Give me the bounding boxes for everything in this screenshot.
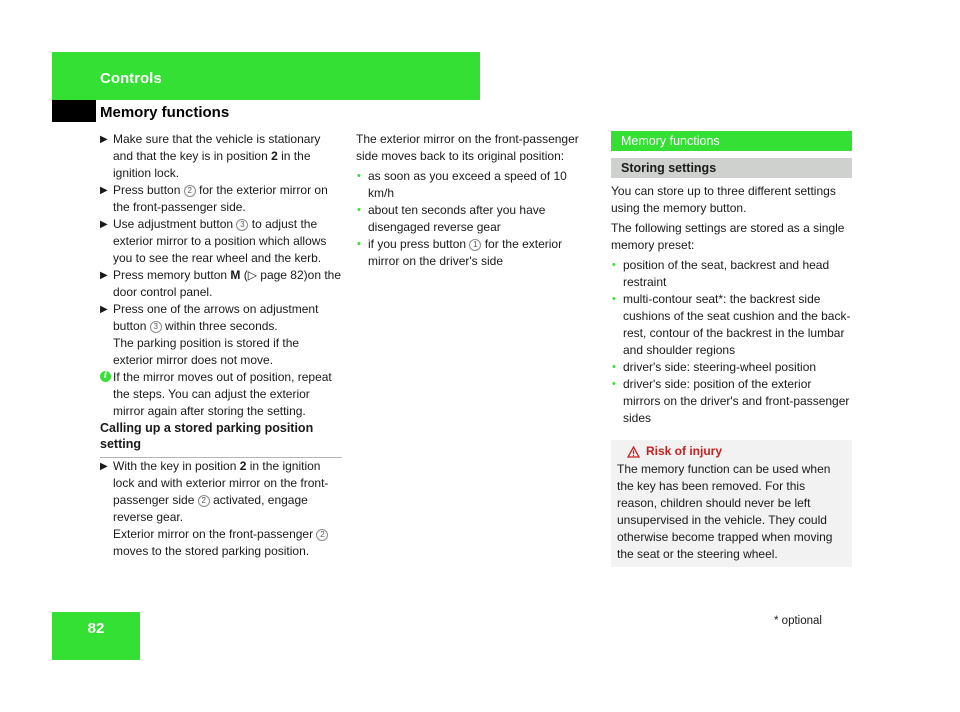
step-6: ▶ With the key in position 2 in the ignition lock and with exterior mirror on the front-passenger side 2 activated, engage reverse gear. — [100, 459, 329, 524]
subheading: Calling up a stored parking position setting — [100, 420, 342, 458]
section-heading: Memory functions — [611, 131, 852, 151]
callout-number: 2 — [316, 529, 328, 541]
footnote: * optional — [774, 615, 822, 627]
callout-number: 3 — [150, 321, 162, 333]
callout-number: 2 — [198, 495, 210, 507]
intro-text: The exterior mirror on the front-passenger side moves back to its original position: — [356, 132, 579, 163]
column-3 — [611, 131, 852, 567]
bullet-icon: • — [357, 204, 361, 216]
callout-number: 2 — [184, 185, 196, 197]
step-arrow-icon: ▶ — [100, 304, 108, 315]
step-arrow-icon: ▶ — [100, 270, 108, 281]
list-item: • about ten seconds after you have disengaged reverse gear — [357, 203, 546, 234]
paragraph: The following settings are stored as a single memory preset: — [611, 221, 845, 252]
callout-number: 3 — [236, 219, 248, 231]
subsection-heading: Storing settings — [611, 158, 852, 178]
step-5: ▶ Press one of the arrows on adjustment button 3 within three seconds. — [100, 302, 319, 333]
step-2: ▶ Press button 2 for the exterior mirror on the front-passenger side. — [100, 183, 328, 214]
warning-text: The memory function can be used when the key has been removed. For this reason, children should never be left unsupervised in the vehicle. They could otherwise become trapped when moving the seat or the steering wheel. — [617, 462, 833, 561]
warning-heading: Risk of injury — [617, 443, 846, 460]
bullet-icon: • — [612, 361, 616, 373]
list-item: • multi-contour seat*: the backrest side cushions of the seat cushion and the back-rest, contour of the backrest in the lumbar and shoulder regions — [612, 292, 851, 357]
paragraph: You can store up to three different settings using the memory button. — [611, 184, 836, 215]
step-arrow-icon: ▶ — [100, 461, 108, 472]
warning-box — [611, 440, 852, 567]
list-item: • if you press button 1 for the exterior mirror on the driver's side — [357, 237, 563, 268]
list-item: • position of the seat, backrest and head restraint — [612, 258, 830, 289]
bullet-icon: • — [612, 378, 616, 390]
step-1: ▶ Make sure that the vehicle is stationary and that the key is in position 2 in the ignition lock. — [100, 132, 321, 180]
list-item: • as soon as you exceed a speed of 10 km/h — [357, 169, 567, 200]
page-title: Memory functions — [100, 104, 230, 121]
column-2 — [356, 131, 596, 270]
header-marker — [52, 100, 96, 122]
step-4: ▶ Press memory button M (▷ page 82)on the door control panel. — [100, 268, 342, 299]
info-icon: i — [100, 371, 111, 382]
callout-number: 1 — [469, 239, 481, 251]
bullet-icon: • — [612, 259, 616, 271]
step-arrow-icon: ▶ — [100, 185, 108, 196]
bullet-icon: • — [612, 293, 616, 305]
step-arrow-icon: ▶ — [100, 134, 108, 145]
list-item: • driver's side: position of the exterior mirrors on the driver's and front-passenger sides — [612, 377, 850, 425]
bullet-icon: • — [357, 170, 361, 182]
step-arrow-icon: ▶ — [100, 219, 108, 230]
step-result: The parking position is stored if the exterior mirror does not move. — [113, 336, 300, 367]
section-label: Controls — [100, 70, 162, 87]
column-1 — [100, 131, 342, 560]
step-result: Exterior mirror on the front-passenger 2 moves to the stored parking position. — [100, 526, 342, 560]
page-number: 82 — [87, 620, 105, 637]
warning-triangle-icon — [627, 446, 640, 458]
step-3: ▶ Use adjustment button 3 to adjust the exterior mirror to a position which allows you to see the rear wheel and the kerb. — [100, 217, 327, 265]
list-item: • driver's side: steering-wheel position — [612, 360, 817, 374]
bullet-icon: • — [357, 238, 361, 250]
info-note: i If the mirror moves out of position, repeat the steps. You can adjust the exterior mirror again after storing the setting. — [100, 369, 342, 420]
